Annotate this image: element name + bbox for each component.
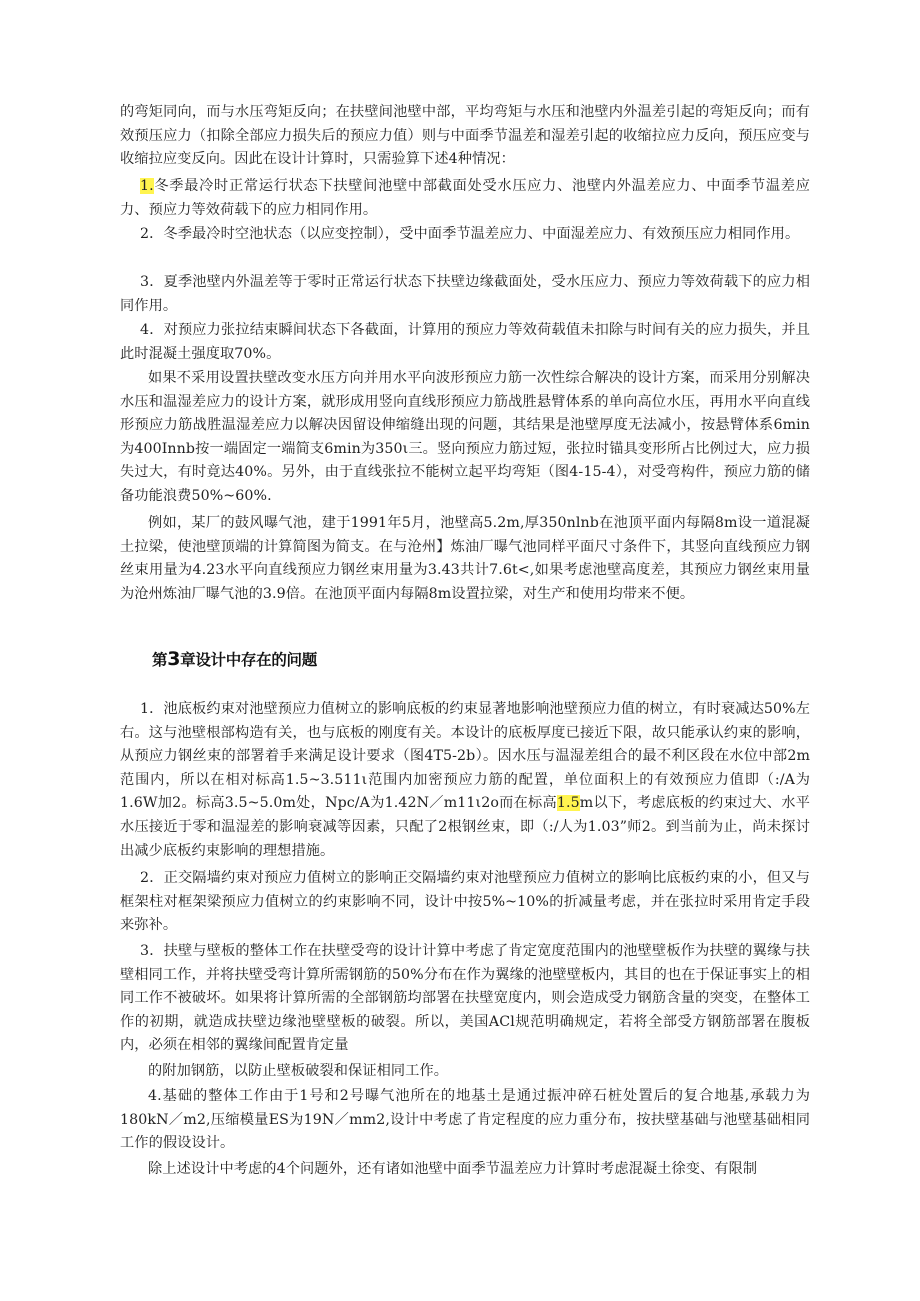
issue-1-text-cont: m以下，考虑底板的约束过大、水平水压接近于零和温湿差的影响衰减等因素，只配了2根钢丝束，即（:/人为1.03”师2。到当前为止，尚未探讨出减少底板约束影响的理想措施。 [120, 795, 810, 859]
chapter-heading [152, 648, 317, 670]
issue-2-paragraph: 2．正交隔墙约束对预应力值树立的影响正交隔墙约束对池壁预应力值树立的影响比底板约束的小，但又与框架柱对框架梁预应力值树立的约束影响不同，设计中按5%~10%的折减量考虑，并在张拉时采用肯定手段来弥补。 [120, 870, 810, 934]
chapter-prefix: 第 [152, 651, 168, 669]
alternative-design-paragraph: 如果不采用设置扶壁改变水压方向并用水平向波形预应力筋一次性综合解决的设计方案，而采用分别解决水压和温湿差应力的设计方案，就形成用竖向直线形预应力筋战胜悬臂体系的单向高位水压，再用水平向直线形预应力筋战胜温湿差应力以解决因留设伸缩缝出现的问题，其结果是池壁厚度无法减小，按悬臂体系6min为400Innb按一端固定一端简支6min为350ι三。竖向预应力筋过短，张拉时锚具变形所占比例过大，应力损失过大，有时竟达40%。另外，由于直线张拉不能树立起平均弯矩（图4-15-4），对受弯构件，预应力筋的储备功能浪费50%~60%. [120, 370, 810, 504]
case-4-paragraph: 4．对预应力张拉结束瞬间状态下各截面，计算用的预应力等效荷载值未扣除与时间有关的应力损失，并且此时混凝土强度取70%。 [120, 322, 810, 362]
intro-paragraph: 的弯矩同向，而与水压弯矩反向；在扶壁间池壁中部，平均弯矩与水压和池壁内外温差引起的弯矩反向；而有效预压应力（扣除全部应力损失后的预应力值）则与中面季节温差和湿差引起的收缩拉应力反向，预压应变与收缩拉应变反向。因此在设计计算时，只需验算下述4种情况： [120, 104, 810, 168]
case-2-paragraph: 2．冬季最冷时空池状态（以应变控制），受中面季节温差应力、中面湿差应力、有效预压应力相同作用。 [140, 226, 800, 242]
issue-1-text: 1．池底板约束对池壁预应力值树立的影响底板的约束显著地影响池壁预应力值的树立，有时衰减达50%左右。这与池壁根部构造有关，也与底板的刚度有关。本设计的底板厚度已接近下限，故只能承认约束的影响，从预应力钢丝束的部署着手来满足设计要求（图4T5-2b）。因水压与温湿差组合的最不利区段在水位中部2m范围内，所以在相对标高1.5~3.511ι范围内加密预应力筋的配置，单位面积上的有效预应力值即（:/A为1.6W加2。标高3.5~5.0m处，Npc/A为1.42N／m11ι2o而在标高 [120, 701, 810, 812]
closing-paragraph: 除上述设计中考虑的4个问题外，还有诸如池壁中面季节温差应力计算时考虑混凝土徐变、有限制 [148, 1161, 758, 1177]
example-paragraph: 例如，某厂的鼓风曝气池，建于1991年5月，池壁高5.2m,厚350nlnb在池顶平面内每隔8m设一道混凝土拉梁，使池壁顶端的计算简图为简支。在与沧州】炼油厂曝气池同样平面尺寸条件下，其竖向直线预应力钢丝束用量为4.23水平向直线预应力钢丝束用量为3.43共计7.6t<,如果考虑池壁高度差，其预应力钢丝束用量为沧州炼油厂曝气池的3.9倍。在池顶平面内每隔8m设置拉梁，对生产和使用均带来不便。 [120, 515, 810, 602]
chapter-title: 章设计中存在的问题 [180, 651, 317, 669]
issue-4-paragraph: 4.基础的整体工作由于1号和2号曝气池所在的地基土是通过振冲碎石桩处置后的复合地基,承载力为180kN／m2,压缩模量ES为19N／mm2,设计中考虑了肯定程度的应力重分布，按扶壁基础与池壁基础相同工作的假设设计。 [120, 1088, 810, 1152]
chapter-number: 3 [167, 648, 181, 670]
issue-3-continuation: 的附加钢筋，以防止壁板破裂和保证相同工作。 [148, 1063, 449, 1079]
case-1-number-highlight: 1. [140, 178, 154, 194]
case-1-text: 冬季最冷时正常运行状态下扶壁间池壁中部截面处受水压应力、池壁内外温差应力、中面季节温差应力、预应力等效荷载下的应力相同作用。 [120, 178, 810, 218]
issue-3-paragraph: 3．扶壁与壁板的整体工作在扶壁受弯的设计计算中考虑了肯定宽度范围内的池壁壁板作为扶壁的翼缘与扶壁相同工作，并将扶壁受弯计算所需钢筋的50%分布在作为翼缘的池壁壁板内，其目的也在于保证事实上的相同工作不被破坏。如果将计算所需的全部钢筋均部署在扶壁宽度内，则会造成受力钢筋含量的突变，在整体工作的初期，就造成扶壁边缘池壁壁板的破裂。所以，美国ACl规范明确规定，若将全部受方钢筋部署在腹板内，必须在相邻的翼缘间配置肯定量 [120, 943, 810, 1054]
case-1-paragraph [120, 175, 810, 222]
case-3-paragraph: 3．夏季池壁内外温差等于零时正常运行状态下扶壁边缘截面处，受水压应力、预应力等效荷载下的应力相同作用。 [120, 274, 810, 314]
issue-1-highlight: 1.5 [556, 795, 580, 812]
issue-1-paragraph [120, 698, 810, 863]
